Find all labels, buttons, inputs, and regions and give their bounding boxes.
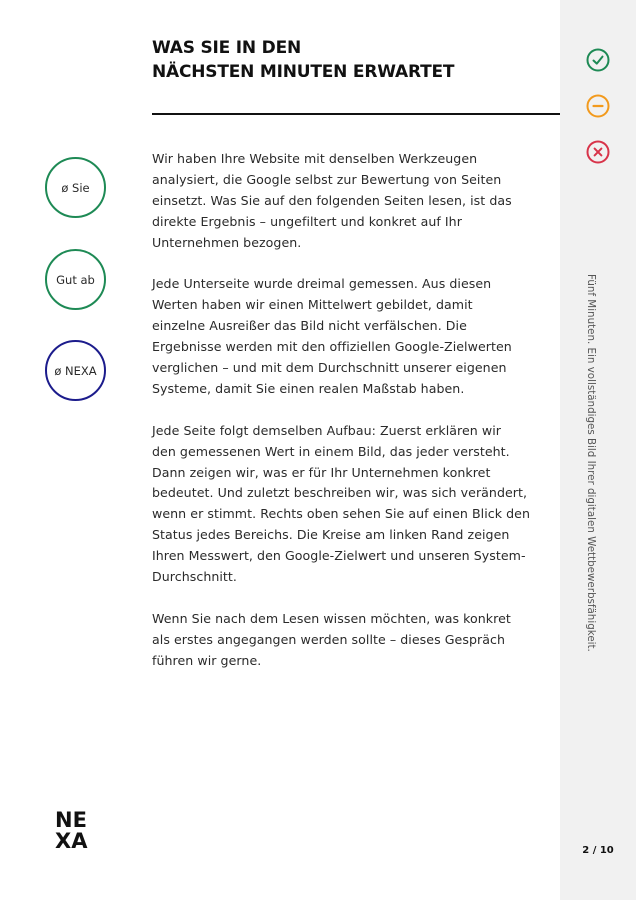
title-line-2: NÄCHSTEN MINUTEN ERWARTET	[152, 62, 455, 82]
text-line: Status jedes Bereichs. Die Kreise am linken Rand zeigen	[152, 527, 510, 543]
text-line: den gemessenen Wert in einem Bild, das jeder versteht.	[152, 443, 510, 459]
text-line: Jede Seite folgt demselben Aufbau: Zuerst erklären wir	[152, 422, 502, 438]
text-line: analysiert, die Google selbst zur Bewertung von Seiten	[152, 171, 502, 187]
text-line: führen wir gerne.	[152, 652, 262, 668]
text-line: Dann zeigen wir, was er für Ihr Unternehmen konkret	[152, 464, 491, 480]
text-line: Ergebnisse werden mit den offiziellen Google-Zielwerten	[152, 339, 512, 355]
text-line: einzelne Ausreißer das Bild nicht verfälschen. Die	[152, 318, 467, 334]
text-line: einsetzt. Was Sie auf den folgenden Seiten lesen, ist das	[152, 192, 512, 208]
text-line: Unternehmen bezogen.	[152, 234, 302, 250]
metric-circle-nexa-average	[45, 340, 106, 401]
minus-circle-icon	[586, 94, 610, 118]
text-line: Ihren Messwert, den Google-Zielwert und unseren System-	[152, 548, 526, 564]
text-line: wenn er stimmt. Rechts oben sehen Sie auf einen Blick den	[152, 506, 530, 522]
text-line: Wenn Sie nach dem Lesen wissen möchten, was konkret	[152, 610, 511, 626]
text-line: verglichen – und mit dem Durchschnitt unserer eigenen	[152, 360, 507, 376]
text-line: Systeme, damit Sie einen realen Maßstab haben.	[152, 380, 465, 396]
text-line: bedeutet. Und zuletzt beschreiben wir, was sich verändert,	[152, 485, 528, 501]
text-line: Wir haben Ihre Website mit denselben Werkzeugen	[152, 151, 478, 166]
check-circle-icon	[586, 48, 610, 72]
metric-label: ø Sie	[61, 180, 90, 195]
text-line: Jede Unterseite wurde dreimal gemessen. Aus diesen	[152, 276, 492, 292]
logo-line-1: NE	[55, 808, 87, 832]
x-circle-icon	[586, 140, 610, 164]
body-text	[152, 149, 542, 693]
text-line: Durchschnitt.	[152, 569, 237, 585]
text-line: Werten haben wir einen Mittelwert gebildet, damit	[152, 297, 473, 313]
right-sidebar	[560, 0, 636, 900]
logo-line-2: XA	[55, 829, 88, 853]
paragraph-4	[152, 609, 542, 672]
title-line-1: WAS SIE IN DEN	[152, 38, 302, 58]
paragraph-3	[152, 421, 542, 588]
metric-circle-google-target	[45, 249, 106, 310]
paragraph-2	[152, 274, 542, 399]
text-line: direkte Ergebnis – ungefiltert und konkret auf Ihr	[152, 213, 462, 229]
text-line: als erstes angegangen werden sollte – dieses Gespräch	[152, 631, 505, 647]
metric-label: ø NEXA	[54, 363, 97, 378]
metric-label: Gut ab	[56, 272, 95, 287]
paragraph-1	[152, 149, 542, 254]
metric-circle-your-value	[45, 157, 106, 218]
nexa-logo	[55, 810, 99, 856]
vertical-tagline: Fünf Minuten. Ein vollständiges Bild Ihrer digitalen Wettbewerbsfähigkeit.	[585, 274, 597, 652]
page-number: 2 / 10	[582, 845, 614, 856]
page-title	[152, 36, 454, 84]
title-divider	[152, 113, 560, 115]
